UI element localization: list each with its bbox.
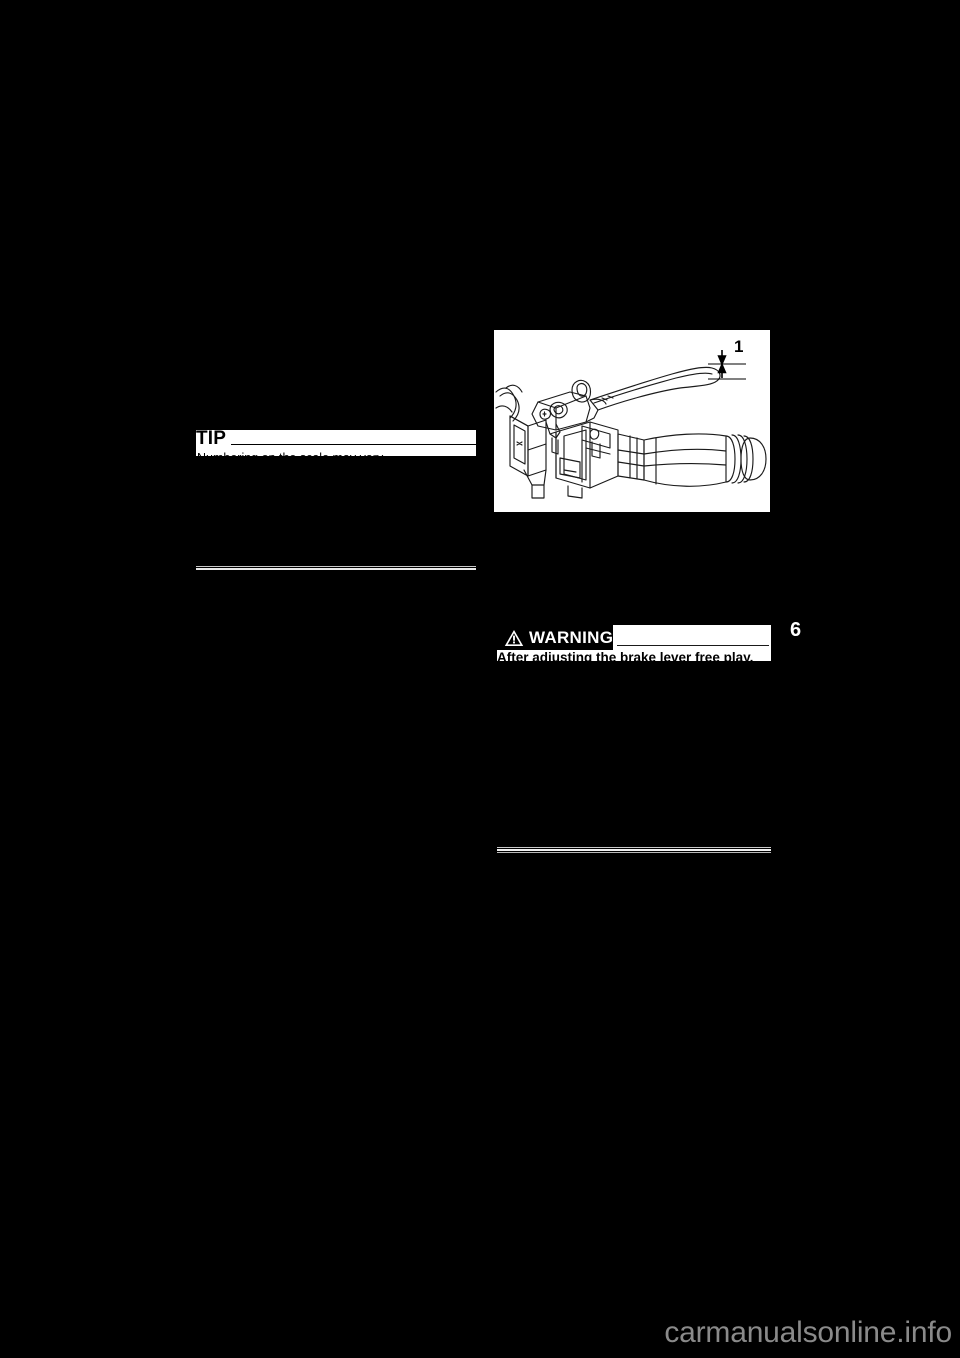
- tip-callout: [196, 428, 476, 465]
- chapter-tab-number: 6: [790, 619, 802, 641]
- tip-label: TIP: [196, 428, 227, 449]
- rule-line-main: [196, 568, 476, 570]
- warning-header-rule: [617, 645, 769, 646]
- warning-label: WARNING: [529, 628, 614, 647]
- right-column-section-rule: [497, 847, 771, 853]
- tip-header-rule: [231, 444, 476, 445]
- tip-body-text: Numbering on the scale may vary.: [197, 451, 386, 465]
- brake-lever-illustration: [494, 330, 770, 512]
- warning-body-text: After adjusting the brake lever free play,: [497, 650, 771, 661]
- warning-header: [497, 625, 771, 651]
- left-column-section-rule: [196, 566, 476, 570]
- site-watermark: carmanualsonline.info: [664, 1316, 952, 1349]
- tip-header: [196, 428, 476, 450]
- warning-triangle-icon: [504, 629, 524, 647]
- warning-band: [497, 625, 613, 651]
- figure-callout-number-1: 1: [734, 337, 744, 356]
- rule-line-thin-bottom: [497, 852, 771, 853]
- brake-lever-figure: [494, 330, 770, 512]
- warning-callout: [497, 625, 771, 667]
